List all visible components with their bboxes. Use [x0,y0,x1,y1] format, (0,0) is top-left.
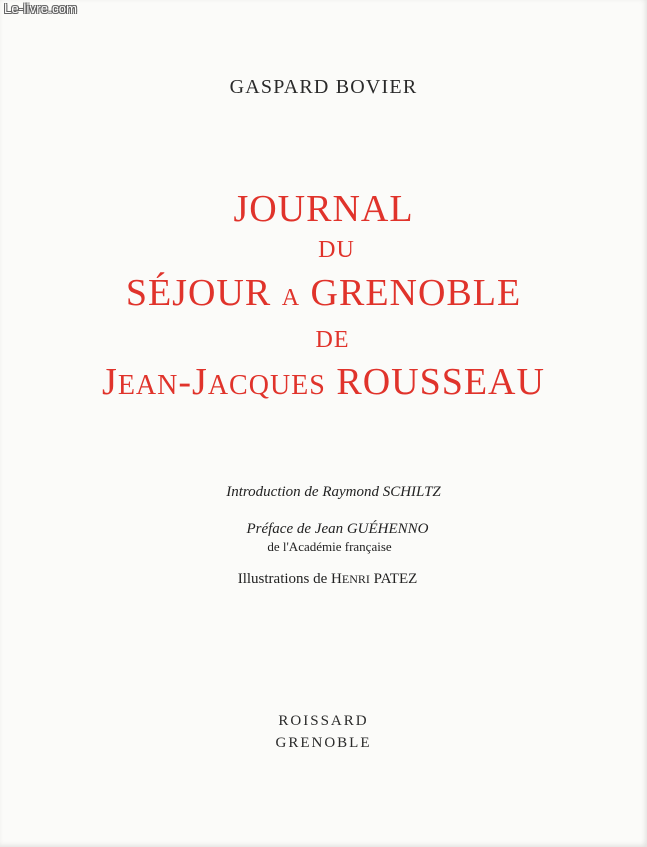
title-j2: -J [178,361,208,403]
book-title [0,186,647,411]
title-sejour: SÉJOUR [125,272,272,314]
title-ean: EAN [117,370,179,401]
title-line-du: DU [318,237,355,263]
credits [0,484,647,588]
preface-credit: Préface de Jean GUÉHENNO [246,521,429,537]
author-name: GASPARD BOVIER [229,76,418,98]
title-grenoble: GRENOBLE [310,272,522,314]
title-acques: ACQUES [207,370,326,401]
publisher-city: GRENOBLE [275,735,372,751]
title-line-journal: JOURNAL [233,188,414,230]
title-rousseau: ROUSSEAU [336,361,545,403]
academy-note: de l'Académie française [267,539,392,554]
publisher [0,710,647,754]
title-j1: J [102,361,118,403]
illustrations-credit [8,571,647,588]
illustrator-last-name: PATEZ [373,571,418,587]
publisher-name: ROISSARD [278,713,369,729]
title-line-de: DE [315,327,350,353]
watermark-logo: Le-livre.com [4,1,78,16]
illustrator-initial: H [331,571,342,587]
title-line-sejour [0,268,647,323]
title-line-rousseau [0,357,647,411]
illustrations-prefix: Illustrations de [237,571,332,587]
introduction-credit: Introduction de Raymond SCHILTZ [226,484,441,500]
title-a: A [281,285,301,311]
illustrator-first-name: ENRI [341,572,370,586]
